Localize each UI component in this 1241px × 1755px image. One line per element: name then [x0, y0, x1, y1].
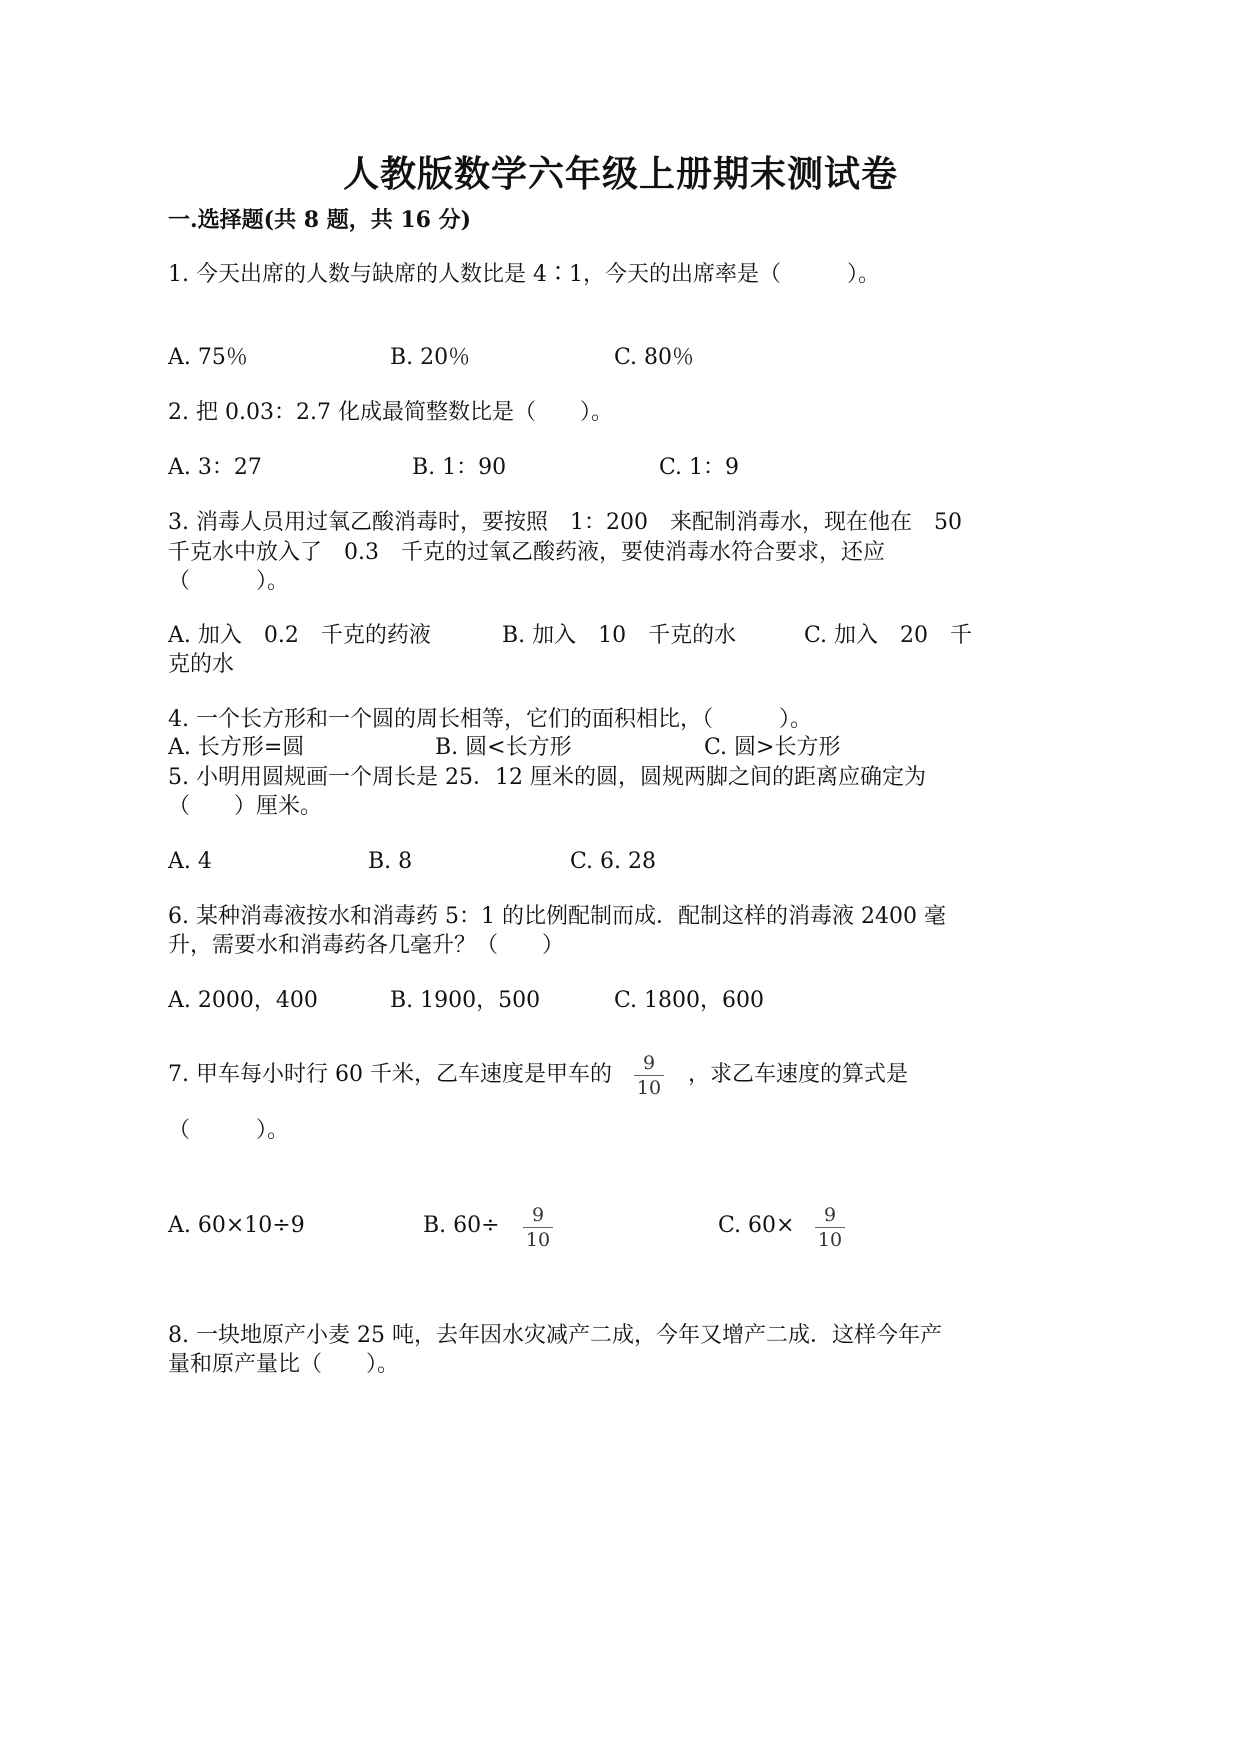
fraction-numerator: 9: [823, 1204, 837, 1226]
question-7-part-1: 7. 甲车每小时行 60 千米，乙车速度是甲车的: [168, 1062, 612, 1087]
q2-option-b[interactable]: B. 1：90: [412, 455, 507, 480]
fraction-bar: [634, 1075, 664, 1076]
q7-option-a[interactable]: A. 60×10÷9: [168, 1213, 305, 1238]
q6-option-a[interactable]: A. 2000，400: [168, 988, 318, 1013]
q6-option-c[interactable]: C. 1800，600: [614, 988, 765, 1013]
q7-fraction: [629, 1052, 669, 1099]
q7-option-b-fraction: [518, 1204, 558, 1251]
question-4: 4. 一个长方形和一个圆的周长相等，它们的面积相比，（ ）。: [168, 707, 812, 732]
q4-option-b[interactable]: B. 圆<长方形: [435, 735, 572, 760]
question-7-line-2: （ ）。: [168, 1118, 290, 1143]
fraction-bar: [523, 1227, 553, 1228]
question-5-line-2: （ ）厘米。: [168, 794, 323, 819]
q7-option-b[interactable]: B. 60÷: [423, 1213, 500, 1238]
q1-option-c[interactable]: C. 80％: [614, 345, 695, 370]
q2-option-c[interactable]: C. 1：9: [659, 455, 740, 480]
question-2: 2. 把 0.03：2.7 化成最简整数比是（ ）。: [168, 400, 613, 425]
question-5-line-1: 5. 小明用圆规画一个周长是 25．12 厘米的圆，圆规两脚之间的距离应确定为: [168, 765, 926, 790]
question-6-line-2: 升，需要水和消毒药各几毫升？（ ）: [168, 933, 565, 958]
question-8-line-1: 8. 一块地原产小麦 25 吨，去年因水灾减产二成，今年又增产二成．这样今年产: [168, 1323, 942, 1348]
section-heading: 一.选择题(共 8 题，共 16 分): [168, 207, 472, 233]
q3-option-a[interactable]: A. 加入 0.2 千克的药液: [168, 623, 431, 648]
q1-option-a[interactable]: A. 75％: [168, 345, 248, 370]
q2-option-a[interactable]: A. 3：27: [168, 455, 262, 480]
fraction-numerator: 9: [642, 1052, 656, 1074]
q3-option-c-wrap: 克的水: [168, 652, 235, 677]
q1-option-b[interactable]: B. 20％: [390, 345, 471, 370]
fraction-denominator: 10: [636, 1077, 662, 1099]
q3-option-c[interactable]: C. 加入 20 千: [804, 623, 973, 648]
question-3-line-2: 千克水中放入了 0.3 千克的过氧乙酸药液，要使消毒水符合要求，还应: [168, 540, 885, 565]
question-3-line-3: （ ）。: [168, 569, 290, 594]
q5-option-c[interactable]: C. 6. 28: [570, 849, 657, 874]
fraction-numerator: 9: [531, 1204, 545, 1226]
q7-option-c-fraction: [810, 1204, 850, 1251]
question-3-line-1: 3. 消毒人员用过氧乙酸消毒时，要按照 1：200 来配制消毒水，现在他在 50: [168, 510, 962, 535]
q7-option-c[interactable]: C. 60×: [718, 1213, 795, 1238]
question-7-part-2: ，求乙车速度的算式是: [688, 1062, 909, 1087]
question-8-line-2: 量和原产量比（ ）。: [168, 1352, 400, 1377]
fraction-bar: [815, 1227, 845, 1228]
q4-option-c[interactable]: C. 圆>长方形: [704, 735, 841, 760]
q3-option-b[interactable]: B. 加入 10 千克的水: [502, 623, 737, 648]
question-6-line-1: 6. 某种消毒液按水和消毒药 5：1 的比例配制而成．配制这样的消毒液 2400 毫: [168, 904, 946, 929]
question-1: 1. 今天出席的人数与缺席的人数比是 4∶1，今天的出席率是（ ）。: [168, 262, 880, 287]
fraction-denominator: 10: [817, 1229, 843, 1251]
page-title: 人教版数学六年级上册期末测试卷: [342, 153, 898, 195]
q5-option-b[interactable]: B. 8: [368, 849, 413, 874]
q6-option-b[interactable]: B. 1900，500: [390, 988, 541, 1013]
fraction-denominator: 10: [525, 1229, 551, 1251]
q5-option-a[interactable]: A. 4: [168, 849, 212, 874]
q4-option-a[interactable]: A. 长方形=圆: [168, 735, 305, 760]
